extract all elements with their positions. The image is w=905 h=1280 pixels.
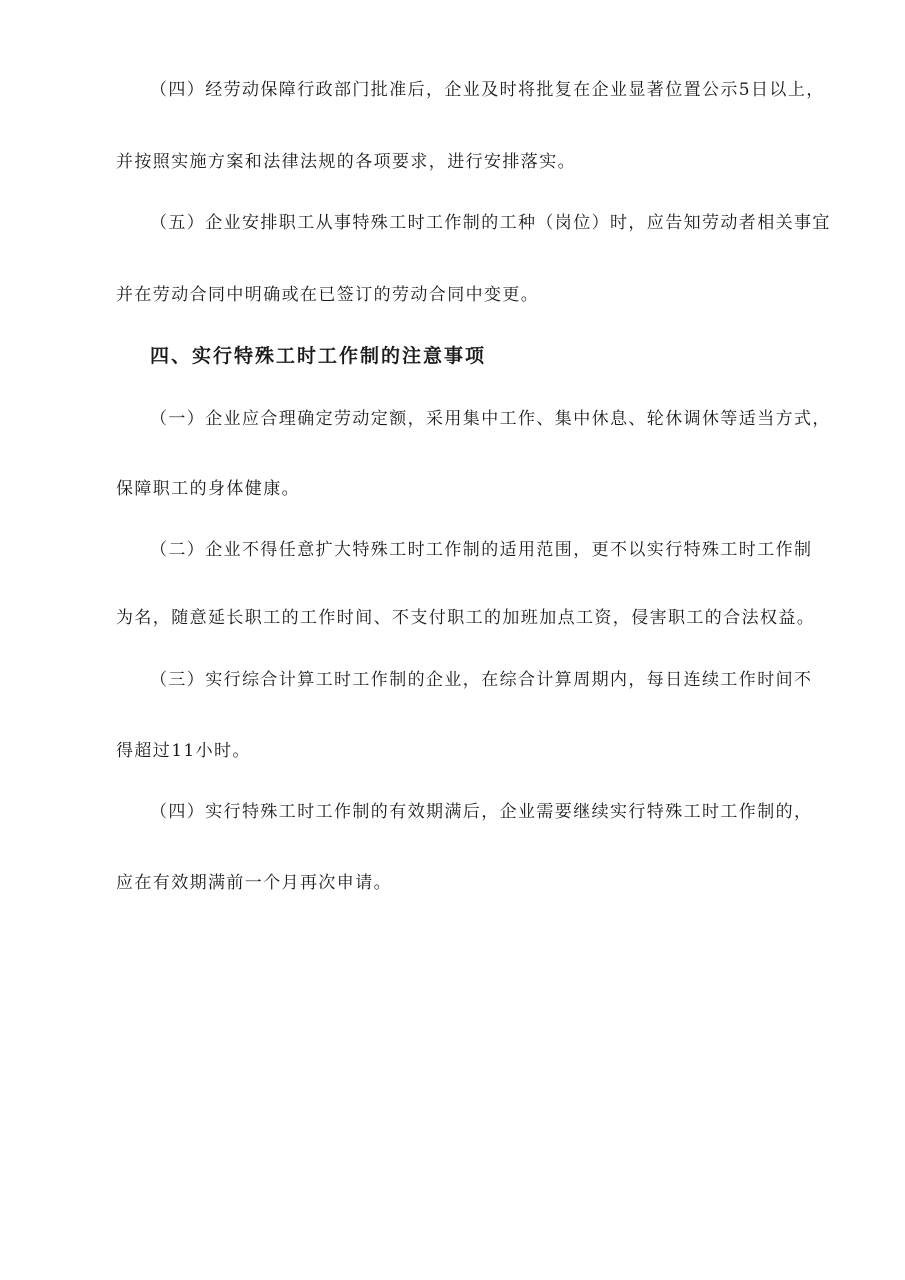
item-2-line-2: 为名，随意延长职工的工作时间、不支付职工的加班加点工资，侵害职工的合法权益。	[116, 608, 816, 628]
item-1-line-2: 保障职工的身体健康。	[116, 479, 300, 499]
paragraph-4-line-1: （四）经劳动保障行政部门批准后，企业及时将批复在企业显著位置公示5日以上，	[150, 80, 825, 100]
item-3-line-1: （三）实行综合计算工时工作制的企业，在综合计算周期内，每日连续工作时间不	[150, 670, 813, 690]
section-heading: 四、实行特殊工时工作制的注意事项	[150, 345, 487, 367]
item-4-line-1: （四）实行特殊工时工作制的有效期满后，企业需要继续实行特殊工时工作制的，	[150, 802, 813, 822]
item-1-line-1: （一）企业应合理确定劳动定额，采用集中工作、集中休息、轮休调休等适当方式，	[150, 409, 831, 429]
paragraph-5-line-2: 并在劳动合同中明确或在已签订的劳动合同中变更。	[116, 285, 540, 305]
item-3-line-2: 得超过11小时。	[116, 741, 251, 761]
item-2-line-1: （二）企业不得任意扩大特殊工时工作制的适用范围，更不以实行特殊工时工作制	[150, 540, 813, 560]
item-4-line-2: 应在有效期满前一个月再次申请。	[116, 873, 392, 893]
paragraph-5-line-1: （五）企业安排职工从事特殊工时工作制的工种（岗位）时，应告知劳动者相关事宜	[150, 213, 831, 233]
paragraph-4-line-2: 并按照实施方案和法律法规的各项要求，进行安排落实。	[116, 152, 576, 172]
